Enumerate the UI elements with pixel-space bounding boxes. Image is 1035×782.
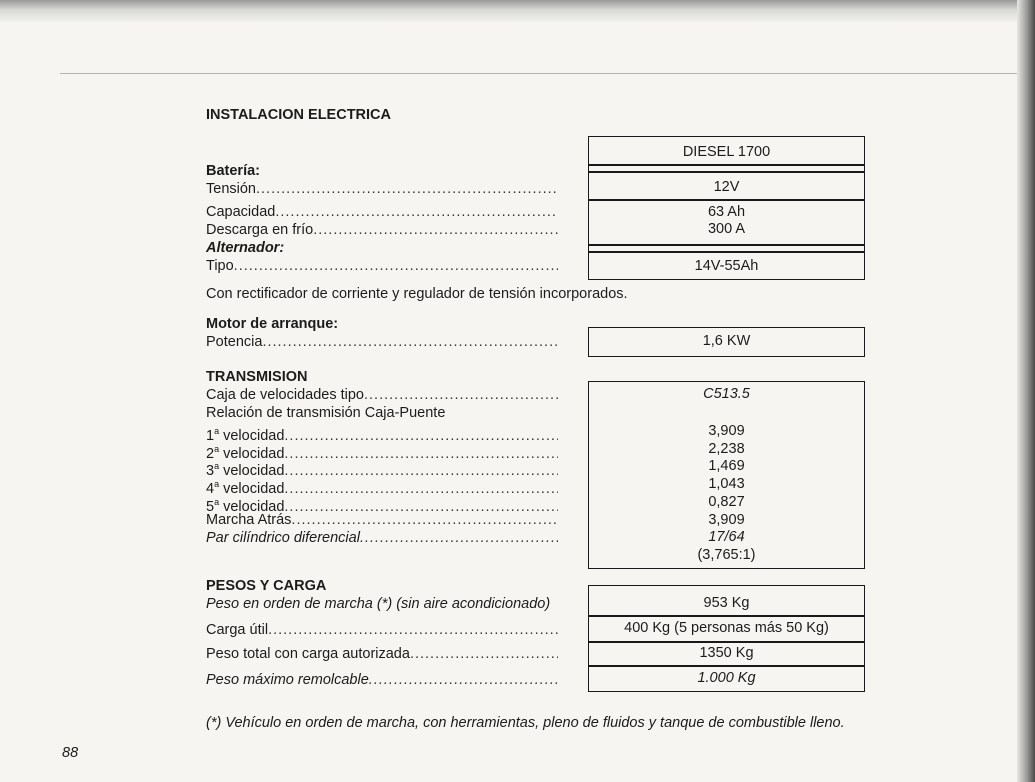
- alternator-note: Con rectificador de corriente y regulador de tensión incorporados.: [206, 286, 628, 302]
- transmission-heading: TRANSMISION: [206, 369, 308, 385]
- weights-heading: PESOS Y CARGA: [206, 578, 327, 594]
- footnote: (*) Vehículo en orden de marcha, con herramientas, pleno de fluidos y tanque de combustible lleno.: [206, 715, 845, 731]
- spec-label: Carga útil: [206, 622, 269, 638]
- page-number: 88: [62, 745, 79, 761]
- spec-label: Tensión: [206, 181, 256, 197]
- gear-value: 3,909: [708, 423, 745, 439]
- spec-row: [206, 222, 558, 239]
- gear-label: 4$^a$ velocidad: [206, 479, 285, 497]
- box-divider: [588, 199, 865, 201]
- gear-value: 1,469: [708, 458, 745, 474]
- spec-value: 1350 Kg: [699, 645, 754, 661]
- ratio-label: Relación de transmisión Caja-Puente: [206, 405, 446, 421]
- gear-label: 1$^a$ velocidad: [206, 426, 285, 444]
- gear-label: 5$^a$ velocidad: [206, 497, 285, 515]
- spec-value: 1.000 Kg: [697, 670, 756, 686]
- spec-label: Peso máximo remolcable: [206, 672, 369, 688]
- header-rule: [60, 73, 1025, 74]
- spec-value: 300 A: [707, 221, 746, 237]
- spec-row: [206, 622, 558, 639]
- spec-value: C513.5: [703, 386, 750, 402]
- spec-label: Caja de velocidades tipo: [206, 387, 364, 403]
- spec-value: 1,6 KW: [702, 333, 751, 349]
- gear-value: 2,238: [708, 441, 745, 457]
- spec-row: [206, 530, 558, 547]
- box-divider: [588, 171, 865, 173]
- diff-ratio: (3,765:1): [697, 547, 756, 563]
- spec-label: Capacidad: [206, 204, 276, 220]
- spec-row: [206, 204, 558, 221]
- box-divider: [588, 615, 865, 617]
- spec-row: [206, 646, 558, 663]
- gear-label: 2$^a$ velocidad: [206, 444, 285, 462]
- spec-value: 400 Kg (5 personas más 50 Kg): [624, 620, 829, 636]
- spec-row: [206, 181, 558, 198]
- battery-heading: Batería:: [206, 163, 260, 179]
- section-title: INSTALACION ELECTRICA: [206, 107, 392, 123]
- spec-label: Tipo: [206, 258, 234, 274]
- spec-label: Potencia: [206, 334, 263, 350]
- spec-value: 14V-55Ah: [694, 258, 759, 274]
- spec-row: [206, 672, 558, 689]
- spec-label: Peso en orden de marcha (*) (sin aire acondicionado): [206, 596, 551, 612]
- alternator-heading: Alternador:: [206, 240, 285, 256]
- spec-value: 12V: [713, 179, 740, 195]
- spec-label: Peso total con carga autorizada: [206, 646, 410, 662]
- box-divider: [588, 641, 865, 643]
- spec-row: [206, 512, 558, 529]
- box-divider: [588, 164, 865, 166]
- column-header: DIESEL 1700: [682, 144, 771, 160]
- spec-row: [206, 387, 558, 404]
- page-top-shadow: [0, 0, 1035, 22]
- spec-value: 17/64: [708, 529, 745, 545]
- gear-label: 3$^a$ velocidad: [206, 461, 285, 479]
- gear-value: 0,827: [708, 494, 745, 510]
- box-divider: [588, 251, 865, 253]
- spec-value: 63 Ah: [707, 204, 746, 220]
- starter-heading: Motor de arranque:: [206, 316, 339, 332]
- page-edge-shadow: [1017, 0, 1035, 782]
- spec-value: 3,909: [708, 512, 745, 528]
- spec-value: 953 Kg: [703, 595, 750, 611]
- box-divider: [588, 244, 865, 246]
- spec-row: [206, 334, 558, 351]
- spec-label: Par cilíndrico diferencial: [206, 530, 360, 546]
- spec-label: Descarga en frío: [206, 222, 314, 238]
- spec-label: Marcha Atrás: [206, 512, 292, 528]
- spec-row: [206, 258, 558, 275]
- gear-value: 1,043: [708, 476, 745, 492]
- box-divider: [588, 665, 865, 667]
